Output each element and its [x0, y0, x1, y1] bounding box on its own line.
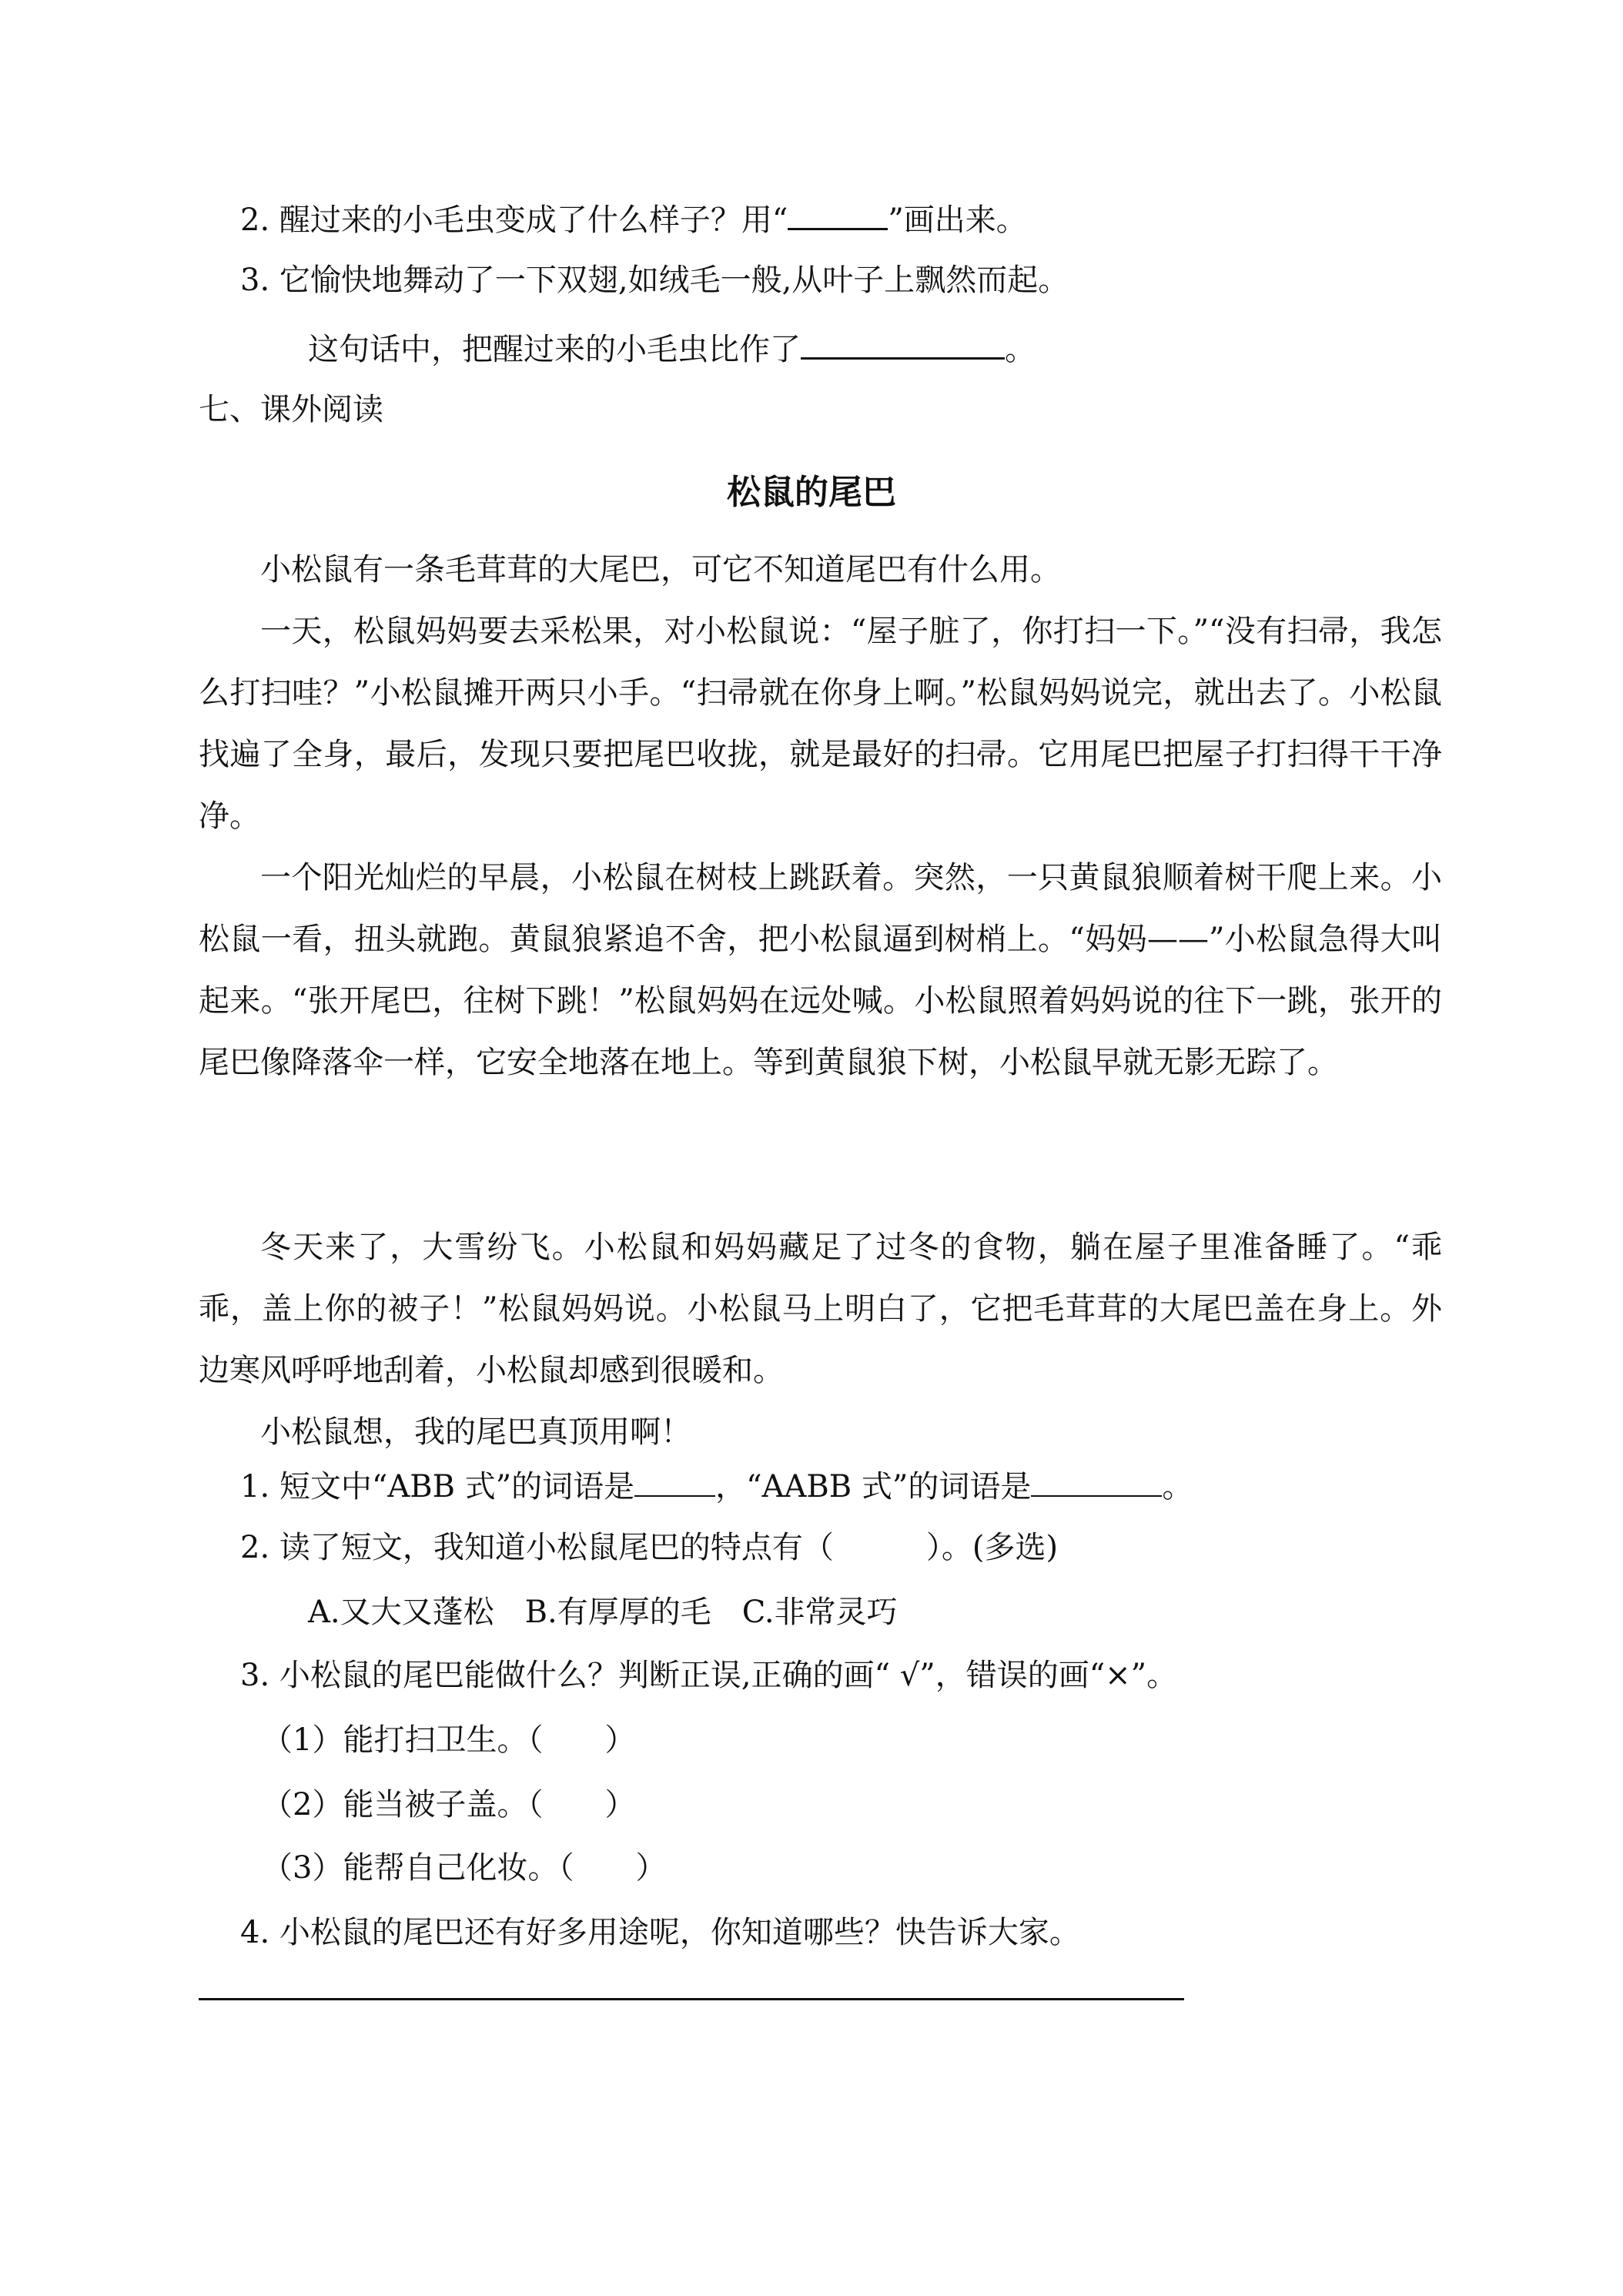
story-paragraph-3: 一个阳光灿烂的早晨，小松鼠在树枝上跳跃着。突然，一只黄鼠狼顺着树干爬上来。小松鼠一看，扭头就跑。黄鼠狼紧追不舍，把小松鼠逼到树梢上。“妈妈——”小松鼠急得大叫起来。“张开尾巴，往树下跳！”松鼠妈妈在远处喊。小松鼠照着妈妈说的往下一跳，张开的尾巴像降落伞一样，它安全地落在地上。等到黄鼠狼下树，小松鼠早就无影无踪了。 — [199, 860, 1442, 1080]
answer-blank[interactable] — [801, 331, 1005, 360]
story-paragraph-5: 小松鼠想，我的尾巴真顶用啊！ — [260, 1414, 691, 1450]
answer-line[interactable] — [199, 1998, 1184, 2000]
question-2-suffix: ”画出来。 — [888, 202, 1027, 238]
story-paragraph-2: 一天，松鼠妈妈要去采松果，对小松鼠说：“屋子脏了，你打扫一下。”“没有扫帚，我怎么打扫哇？”小松鼠摊开两只小手。“扫帚就在你身上啊。”松鼠妈妈说完，就出去了。小松鼠找遍了全身，最后，发现只要把尾巴收拢，就是最好的扫帚。它用尾巴把屋子打扫得干干净净。 — [199, 614, 1442, 834]
underline-blank[interactable] — [788, 202, 888, 230]
story-paragraph-1: 小松鼠有一条毛茸茸的大尾巴，可它不知道尾巴有什么用。 — [260, 552, 1061, 587]
story-title: 松鼠的尾巴 — [727, 473, 896, 512]
judgement-item-2: （2）能当被子盖。（ ） — [262, 1787, 636, 1822]
q1-part2: ，“AABB 式”的词语是 — [715, 1469, 1032, 1504]
question-2 — [240, 202, 1027, 236]
abb-blank[interactable] — [634, 1469, 715, 1497]
question-3-sub-prefix: 这句话中，把醒过来的小毛虫比作了 — [308, 332, 801, 367]
q1-part1: 1. 短文中“ABB 式”的词语是 — [240, 1469, 635, 1504]
reading-question-4: 4. 小松鼠的尾巴还有好多用途呢，你知道哪些？快告诉大家。 — [240, 1915, 1080, 1950]
reading-question-3: 3. 小松鼠的尾巴能做什么？判断正误,正确的画“ √”，错误的画“×”。 — [240, 1658, 1178, 1693]
question-2-prefix: 2. 醒过来的小毛虫变成了什么样子？用“ — [240, 202, 788, 238]
question-3-sub — [308, 331, 1036, 365]
judgement-item-1: （1）能打扫卫生。（ ） — [262, 1722, 636, 1758]
question-3-sub-suffix: 。 — [1005, 332, 1036, 367]
reading-question-2: 2. 读了短文，我知道小松鼠尾巴的特点有（ ）。(多选) — [240, 1530, 1059, 1565]
reading-question-2-options: A.又大又蓬松 B.有厚厚的毛 C.非常灵巧 — [308, 1595, 898, 1630]
section-heading: 七、课外阅读 — [199, 392, 383, 427]
q1-part3: 。 — [1162, 1469, 1193, 1504]
question-3: 3. 它愉快地舞动了一下双翅,如绒毛一般,从叶子上飘然而起。 — [240, 263, 1069, 298]
reading-question-1 — [240, 1469, 1193, 1502]
story-paragraph-4: 冬天来了，大雪纷飞。小松鼠和妈妈藏足了过冬的食物，躺在屋子里准备睡了。“乖乖，盖上你的被子！”松鼠妈妈说。小松鼠马上明白了，它把毛茸茸的大尾巴盖在身上。外边寒风呼呼地刮着，小松鼠却感到很暖和。 — [199, 1230, 1442, 1388]
aabb-blank[interactable] — [1031, 1469, 1162, 1497]
judgement-item-3: （3）能帮自己化妆。（ ） — [262, 1850, 667, 1886]
